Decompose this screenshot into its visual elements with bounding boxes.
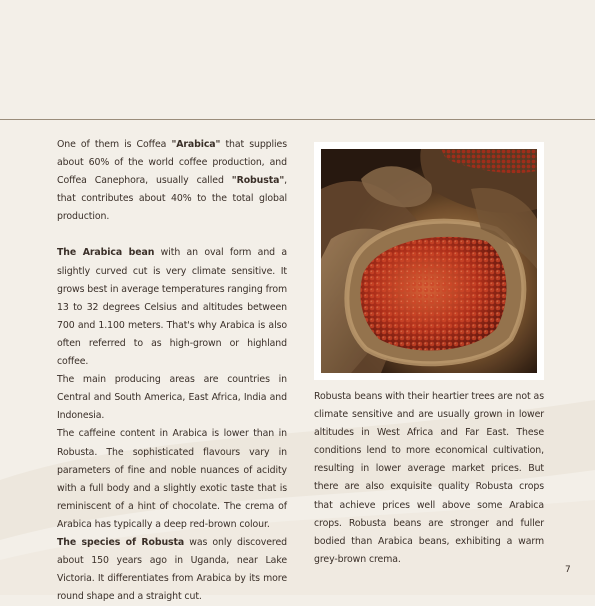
text-span: was only discovered about 150 years ago in Uganda, near Lake Victoria. It differentiates from Arabica by its more round shape and a straight cut. bbox=[57, 536, 287, 603]
paragraph-robusta-details: Robusta beans with their heartier trees are not as climate sensitive and are usually grown in lower altitudes in West Africa and Far East. These conditions lend to more economical cultivation, resulting in lower average market prices. But there are also exquisite quality Robusta crops that achieve prices well above some Arabica crops. Robusta beans are stronger and fuller bodied than Arabica beans, exhibiting a warm grey-brown crema. bbox=[314, 391, 544, 565]
text-span: One of them is Coffea bbox=[57, 139, 172, 150]
page-number: 7 bbox=[565, 565, 571, 575]
coffee-sacks-photo-frame bbox=[314, 142, 544, 380]
paragraph-arabica-flavour: The caffeine content in Arabica is lower than in Robusta. The sophisticated flavours vary in parameters of fine and noble nuances of acidity with a full body and a slightly exotic taste that is reminiscent of a hint of chocolate. The crema of Arabica has typically a deep red-brown colour. bbox=[57, 428, 287, 530]
heading-arabica-bean: The Arabica bean bbox=[57, 247, 155, 259]
paragraph-species-intro bbox=[57, 136, 287, 226]
left-text-column bbox=[57, 136, 287, 606]
paragraph-arabica-bean bbox=[57, 244, 287, 371]
text-span: , that contributes about 40% to the total global production. bbox=[57, 175, 287, 223]
coffee-cherries-in-sacks-photo bbox=[321, 149, 537, 373]
paragraph-gap bbox=[57, 226, 287, 244]
paragraph-robusta-species bbox=[57, 534, 287, 606]
text-span: that supplies about 60% of the world coffee production, and Coffea Canephora, usually called bbox=[57, 139, 287, 187]
bold-robusta: "Robusta" bbox=[231, 175, 285, 187]
text-span: with an oval form and a slightly curved cut is very climate sensitive. It grows best in average temperatures ranging from 13 to 32 degrees Celsius and altitudes between 700 and 1.100 meters. That's why Arabica is also often referred to as high-grown or highland coffee. bbox=[57, 247, 287, 368]
heading-species-robusta: The species of Robusta bbox=[57, 536, 185, 548]
bold-arabica: "Arabica" bbox=[171, 139, 221, 150]
right-text-column bbox=[314, 388, 544, 569]
header-divider-line bbox=[0, 119, 595, 120]
paragraph-producing-areas: The main producing areas are countries in Central and South America, East Africa, India and Indonesia. bbox=[57, 374, 287, 422]
